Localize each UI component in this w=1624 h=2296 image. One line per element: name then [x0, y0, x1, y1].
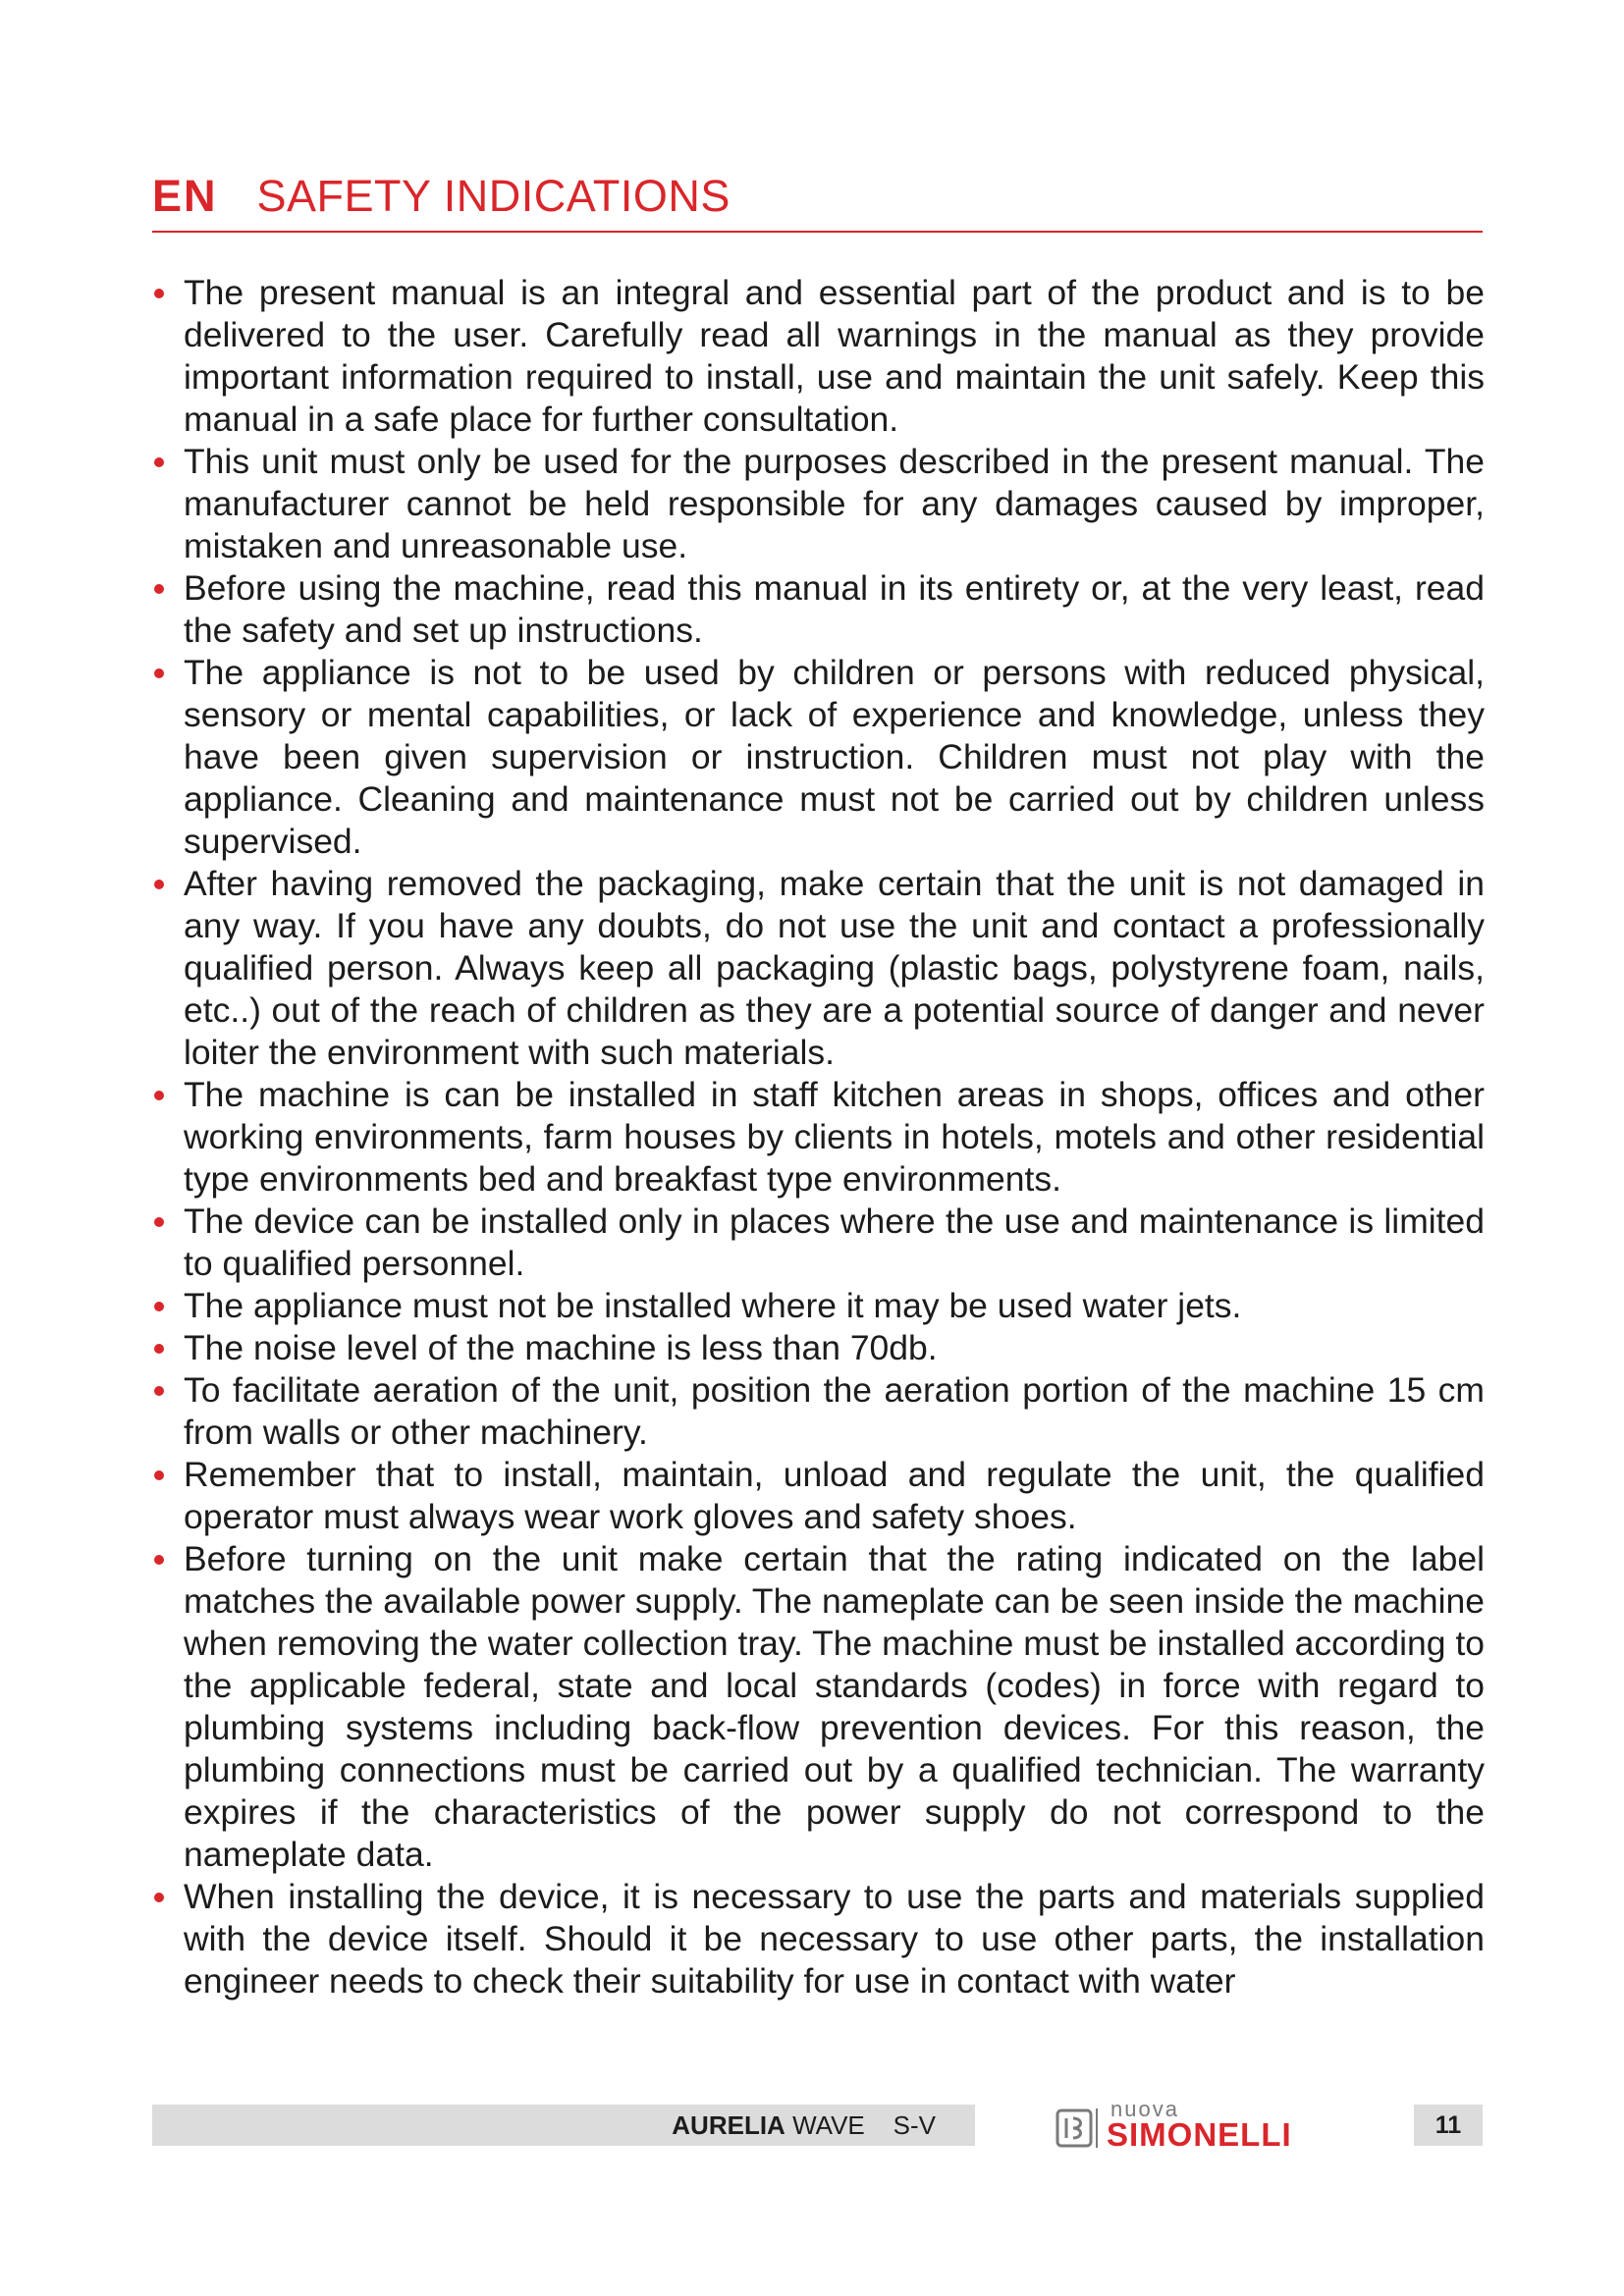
- model-name-rest: WAVE: [792, 2110, 865, 2140]
- bullet-icon: [154, 457, 164, 467]
- footer-bar: [152, 2105, 975, 2146]
- brand-logo: [1054, 2095, 1378, 2154]
- bullet-icon: [154, 1302, 164, 1311]
- list-item-text: This unit must only be used for the purposes described in the present manual. The manufacturer cannot be held responsible for any damages caused by improper, mistaken and unreasonable use.: [184, 442, 1485, 565]
- bullet-icon: [154, 1091, 164, 1100]
- model-name-bold: AURELIA: [672, 2110, 785, 2140]
- bullet-icon: [154, 1555, 164, 1565]
- bullet-icon: [154, 668, 164, 678]
- model-variant: S-V: [893, 2110, 936, 2140]
- list-item: [152, 1074, 1485, 1201]
- list-item-text: After having removed the packaging, make certain that the unit is not damaged in any way. If you have any doubts, do not use the unit and contact a professionally qualified person. Always keep all packaging (plastic bags, polystyrene foam, nails, etc..) out of the reach of children as they are a potential source of danger and never loiter the environment with such materials.: [184, 864, 1485, 1072]
- logo-main-text: SIMONELLI: [1107, 2116, 1292, 2153]
- list-item: [152, 1454, 1485, 1538]
- list-item-text: To facilitate aeration of the unit, position the aeration portion of the machine 15 cm from walls or other machinery.: [184, 1370, 1485, 1452]
- model-name: [672, 2105, 936, 2146]
- list-item-text: Before turning on the unit make certain that the rating indicated on the label matches the available power supply. The nameplate can be seen inside the machine when removing the water collection tray. The machine must be installed according to the applicable federal, state and local standards (codes) in force with regard to plumbing systems including back-flow prevention devices. For this reason, the plumbing connections must be carried out by a qualified technician. The warranty expires if the characteristics of the power supply do not correspond to the nameplate data.: [184, 1539, 1485, 1874]
- section-header: [152, 162, 1483, 233]
- list-item: [152, 1285, 1485, 1327]
- list-item: [152, 1327, 1485, 1369]
- list-item: [152, 1876, 1485, 2002]
- language-code: EN: [152, 171, 218, 221]
- list-item: [152, 863, 1485, 1074]
- safety-list-container: [152, 272, 1485, 2002]
- list-item-text: The appliance is not to be used by children or persons with reduced physical, sensory or mental capabilities, or lack of experience and knowledge, unless they have been given supervision or instruction. Children must not play with the appliance. Cleaning and maintenance must not be carried out by children unless supervised.: [184, 653, 1485, 861]
- list-item-text: The machine is can be installed in staff kitchen areas in shops, offices and other working environments, farm houses by clients in hotels, motels and other residential type environments bed and breakfast type environments.: [184, 1075, 1485, 1199]
- list-item: [152, 272, 1485, 441]
- list-item: [152, 1538, 1485, 1876]
- page-number: 11: [1414, 2105, 1483, 2146]
- bullet-icon: [154, 1217, 164, 1227]
- list-item: [152, 1369, 1485, 1454]
- list-item: [152, 652, 1485, 863]
- list-item: [152, 441, 1485, 567]
- bullet-icon: [154, 880, 164, 889]
- logo-mark-icon: [1057, 2109, 1097, 2148]
- list-item-text: The device can be installed only in places where the use and maintenance is limited to qualified personnel.: [184, 1201, 1485, 1283]
- bullet-icon: [154, 1386, 164, 1396]
- bullet-icon: [154, 1893, 164, 1902]
- list-item-text: When installing the device, it is necessary to use the parts and materials supplied with the device itself. Should it be necessary to use other parts, the installation engineer needs to check their suitability for use in contact with water: [184, 1877, 1485, 2001]
- page-title: SAFETY INDICATIONS: [256, 171, 731, 221]
- logo-top-text: nuova: [1110, 2097, 1179, 2121]
- safety-list: [152, 272, 1485, 2002]
- bullet-icon: [154, 584, 164, 594]
- list-item-text: The noise level of the machine is less than 70db.: [184, 1328, 938, 1367]
- bullet-icon: [154, 1344, 164, 1354]
- bullet-icon: [154, 1470, 164, 1480]
- list-item: [152, 567, 1485, 652]
- list-item-text: The present manual is an integral and essential part of the product and is to be delivered to the user. Carefully read all warnings in the manual as they provide important information required to install, use and maintain the unit safely. Keep this manual in a safe place for further consultation.: [184, 273, 1485, 439]
- list-item-text: Before using the machine, read this manual in its entirety or, at the very least, read the safety and set up instructions.: [184, 568, 1485, 650]
- list-item-text: The appliance must not be installed where it may be used water jets.: [184, 1286, 1242, 1325]
- page-footer: [152, 2097, 1483, 2153]
- list-item-text: Remember that to install, maintain, unload and regulate the unit, the qualified operator must always wear work gloves and safety shoes.: [184, 1455, 1485, 1536]
- list-item: [152, 1201, 1485, 1285]
- bullet-icon: [154, 289, 164, 298]
